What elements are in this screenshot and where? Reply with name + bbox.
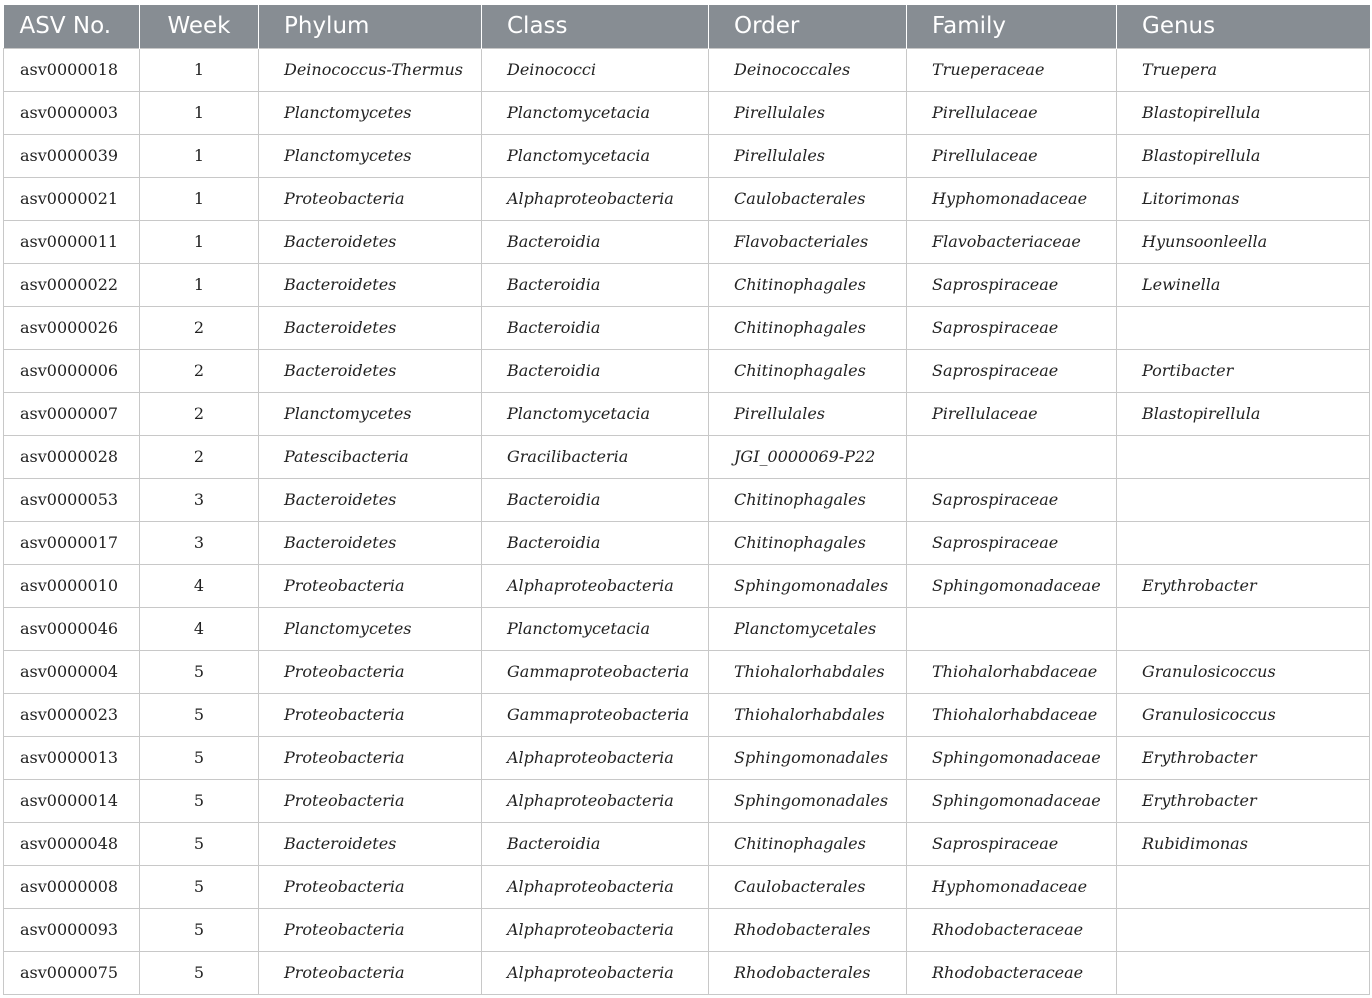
week-cell: 1 bbox=[140, 134, 259, 177]
genus-cell bbox=[1117, 908, 1370, 951]
table-row bbox=[4, 435, 1370, 478]
table-row bbox=[4, 951, 1370, 994]
family-cell: Pirellulaceae bbox=[907, 91, 1117, 134]
family-cell: Flavobacteriaceae bbox=[907, 220, 1117, 263]
class-cell: Alphaproteobacteria bbox=[482, 736, 709, 779]
phylum-cell: Patescibacteria bbox=[259, 435, 482, 478]
asv-no-cell: asv0000048 bbox=[4, 822, 140, 865]
order-cell: Chitinophagales bbox=[709, 263, 907, 306]
order-cell: Sphingomonadales bbox=[709, 736, 907, 779]
class-cell: Gammaproteobacteria bbox=[482, 693, 709, 736]
table-row bbox=[4, 263, 1370, 306]
table-row bbox=[4, 650, 1370, 693]
family-cell: Pirellulaceae bbox=[907, 134, 1117, 177]
week-cell: 1 bbox=[140, 177, 259, 220]
asv-no-cell: asv0000003 bbox=[4, 91, 140, 134]
class-cell: Planctomycetacia bbox=[482, 134, 709, 177]
order-cell: Thiohalorhabdales bbox=[709, 693, 907, 736]
family-cell: Thiohalorhabdaceae bbox=[907, 693, 1117, 736]
genus-cell bbox=[1117, 865, 1370, 908]
genus-cell: Lewinella bbox=[1117, 263, 1370, 306]
order-cell: Pirellulales bbox=[709, 392, 907, 435]
class-cell: Bacteroidia bbox=[482, 306, 709, 349]
asv-no-cell: asv0000011 bbox=[4, 220, 140, 263]
order-cell: Sphingomonadales bbox=[709, 779, 907, 822]
genus-cell: Granulosicoccus bbox=[1117, 650, 1370, 693]
week-cell: 1 bbox=[140, 91, 259, 134]
genus-cell bbox=[1117, 951, 1370, 994]
week-cell: 5 bbox=[140, 908, 259, 951]
asv-no-cell: asv0000093 bbox=[4, 908, 140, 951]
week-cell: 5 bbox=[140, 822, 259, 865]
phylum-cell: Bacteroidetes bbox=[259, 306, 482, 349]
asv-no-cell: asv0000004 bbox=[4, 650, 140, 693]
class-cell: Gracilibacteria bbox=[482, 435, 709, 478]
genus-cell: Erythrobacter bbox=[1117, 736, 1370, 779]
class-cell: Bacteroidia bbox=[482, 220, 709, 263]
week-cell: 4 bbox=[140, 564, 259, 607]
header-class: Class bbox=[482, 5, 709, 48]
order-cell: JGI_0000069-P22 bbox=[709, 435, 907, 478]
week-cell: 2 bbox=[140, 306, 259, 349]
family-cell: Saprospiraceae bbox=[907, 263, 1117, 306]
asv-no-cell: asv0000013 bbox=[4, 736, 140, 779]
table-row bbox=[4, 134, 1370, 177]
phylum-cell: Proteobacteria bbox=[259, 908, 482, 951]
week-cell: 5 bbox=[140, 693, 259, 736]
family-cell bbox=[907, 435, 1117, 478]
asv-no-cell: asv0000021 bbox=[4, 177, 140, 220]
genus-cell: Portibacter bbox=[1117, 349, 1370, 392]
phylum-cell: Proteobacteria bbox=[259, 736, 482, 779]
class-cell: Planctomycetacia bbox=[482, 392, 709, 435]
phylum-cell: Planctomycetes bbox=[259, 134, 482, 177]
class-cell: Alphaproteobacteria bbox=[482, 779, 709, 822]
phylum-cell: Deinococcus-Thermus bbox=[259, 48, 482, 91]
asv-no-cell: asv0000075 bbox=[4, 951, 140, 994]
genus-cell bbox=[1117, 521, 1370, 564]
asv-no-cell: asv0000014 bbox=[4, 779, 140, 822]
genus-cell bbox=[1117, 435, 1370, 478]
week-cell: 2 bbox=[140, 392, 259, 435]
genus-cell bbox=[1117, 478, 1370, 521]
table-row bbox=[4, 48, 1370, 91]
table-row bbox=[4, 521, 1370, 564]
week-cell: 2 bbox=[140, 349, 259, 392]
family-cell: Trueperaceae bbox=[907, 48, 1117, 91]
week-cell: 4 bbox=[140, 607, 259, 650]
class-cell: Bacteroidia bbox=[482, 263, 709, 306]
table-row bbox=[4, 306, 1370, 349]
week-cell: 1 bbox=[140, 263, 259, 306]
genus-cell: Hyunsoonleella bbox=[1117, 220, 1370, 263]
class-cell: Bacteroidia bbox=[482, 822, 709, 865]
phylum-cell: Bacteroidetes bbox=[259, 478, 482, 521]
genus-cell: Truepera bbox=[1117, 48, 1370, 91]
week-cell: 5 bbox=[140, 650, 259, 693]
genus-cell: Blastopirellula bbox=[1117, 91, 1370, 134]
header-phylum: Phylum bbox=[259, 5, 482, 48]
asv-no-cell: asv0000017 bbox=[4, 521, 140, 564]
class-cell: Bacteroidia bbox=[482, 521, 709, 564]
family-cell: Rhodobacteraceae bbox=[907, 908, 1117, 951]
order-cell: Caulobacterales bbox=[709, 865, 907, 908]
phylum-cell: Bacteroidetes bbox=[259, 349, 482, 392]
order-cell: Sphingomonadales bbox=[709, 564, 907, 607]
week-cell: 5 bbox=[140, 865, 259, 908]
asv-no-cell: asv0000010 bbox=[4, 564, 140, 607]
table-body bbox=[4, 48, 1370, 995]
week-cell: 2 bbox=[140, 435, 259, 478]
asv-no-cell: asv0000008 bbox=[4, 865, 140, 908]
genus-cell: Erythrobacter bbox=[1117, 779, 1370, 822]
asv-no-cell: asv0000053 bbox=[4, 478, 140, 521]
week-cell: 3 bbox=[140, 478, 259, 521]
genus-cell: Blastopirellula bbox=[1117, 392, 1370, 435]
order-cell: Caulobacterales bbox=[709, 177, 907, 220]
asv-no-cell: asv0000007 bbox=[4, 392, 140, 435]
table-row bbox=[4, 822, 1370, 865]
family-cell: Saprospiraceae bbox=[907, 306, 1117, 349]
week-cell: 1 bbox=[140, 48, 259, 91]
week-cell: 5 bbox=[140, 951, 259, 994]
week-cell: 5 bbox=[140, 736, 259, 779]
family-cell: Pirellulaceae bbox=[907, 392, 1117, 435]
class-cell: Bacteroidia bbox=[482, 349, 709, 392]
family-cell: Thiohalorhabdaceae bbox=[907, 650, 1117, 693]
order-cell: Chitinophagales bbox=[709, 349, 907, 392]
header-asv-no: ASV No. bbox=[4, 5, 140, 48]
order-cell: Chitinophagales bbox=[709, 822, 907, 865]
phylum-cell: Bacteroidetes bbox=[259, 822, 482, 865]
table-row bbox=[4, 177, 1370, 220]
class-cell: Alphaproteobacteria bbox=[482, 951, 709, 994]
genus-cell: Blastopirellula bbox=[1117, 134, 1370, 177]
table-row bbox=[4, 779, 1370, 822]
family-cell: Rhodobacteraceae bbox=[907, 951, 1117, 994]
genus-cell: Erythrobacter bbox=[1117, 564, 1370, 607]
class-cell: Planctomycetacia bbox=[482, 607, 709, 650]
table-row bbox=[4, 349, 1370, 392]
class-cell: Alphaproteobacteria bbox=[482, 564, 709, 607]
phylum-cell: Bacteroidetes bbox=[259, 521, 482, 564]
genus-cell bbox=[1117, 306, 1370, 349]
asv-no-cell: asv0000022 bbox=[4, 263, 140, 306]
table-row bbox=[4, 392, 1370, 435]
phylum-cell: Bacteroidetes bbox=[259, 263, 482, 306]
family-cell: Saprospiraceae bbox=[907, 822, 1117, 865]
week-cell: 3 bbox=[140, 521, 259, 564]
order-cell: Rhodobacterales bbox=[709, 951, 907, 994]
family-cell: Sphingomonadaceae bbox=[907, 564, 1117, 607]
genus-cell: Litorimonas bbox=[1117, 177, 1370, 220]
genus-cell: Rubidimonas bbox=[1117, 822, 1370, 865]
asv-no-cell: asv0000018 bbox=[4, 48, 140, 91]
asv-no-cell: asv0000028 bbox=[4, 435, 140, 478]
family-cell: Hyphomonadaceae bbox=[907, 865, 1117, 908]
table-row bbox=[4, 91, 1370, 134]
week-cell: 5 bbox=[140, 779, 259, 822]
family-cell: Hyphomonadaceae bbox=[907, 177, 1117, 220]
family-cell bbox=[907, 607, 1117, 650]
phylum-cell: Bacteroidetes bbox=[259, 220, 482, 263]
phylum-cell: Proteobacteria bbox=[259, 693, 482, 736]
order-cell: Chitinophagales bbox=[709, 521, 907, 564]
order-cell: Rhodobacterales bbox=[709, 908, 907, 951]
header-family: Family bbox=[907, 5, 1117, 48]
table-row bbox=[4, 478, 1370, 521]
asv-no-cell: asv0000006 bbox=[4, 349, 140, 392]
phylum-cell: Planctomycetes bbox=[259, 392, 482, 435]
order-cell: Thiohalorhabdales bbox=[709, 650, 907, 693]
class-cell: Bacteroidia bbox=[482, 478, 709, 521]
table-row bbox=[4, 220, 1370, 263]
asv-no-cell: asv0000026 bbox=[4, 306, 140, 349]
table-row bbox=[4, 908, 1370, 951]
family-cell: Sphingomonadaceae bbox=[907, 736, 1117, 779]
phylum-cell: Proteobacteria bbox=[259, 177, 482, 220]
order-cell: Deinococcales bbox=[709, 48, 907, 91]
order-cell: Pirellulales bbox=[709, 134, 907, 177]
table-row bbox=[4, 607, 1370, 650]
table-row bbox=[4, 564, 1370, 607]
class-cell: Deinococci bbox=[482, 48, 709, 91]
header-genus: Genus bbox=[1117, 5, 1370, 48]
order-cell: Chitinophagales bbox=[709, 306, 907, 349]
order-cell: Planctomycetales bbox=[709, 607, 907, 650]
table-row bbox=[4, 865, 1370, 908]
class-cell: Alphaproteobacteria bbox=[482, 908, 709, 951]
genus-cell: Granulosicoccus bbox=[1117, 693, 1370, 736]
asv-no-cell: asv0000023 bbox=[4, 693, 140, 736]
family-cell: Sphingomonadaceae bbox=[907, 779, 1117, 822]
family-cell: Saprospiraceae bbox=[907, 478, 1117, 521]
genus-cell bbox=[1117, 607, 1370, 650]
class-cell: Alphaproteobacteria bbox=[482, 177, 709, 220]
class-cell: Planctomycetacia bbox=[482, 91, 709, 134]
order-cell: Pirellulales bbox=[709, 91, 907, 134]
asv-no-cell: asv0000039 bbox=[4, 134, 140, 177]
phylum-cell: Proteobacteria bbox=[259, 564, 482, 607]
header-week: Week bbox=[140, 5, 259, 48]
table-header bbox=[4, 5, 1370, 48]
family-cell: Saprospiraceae bbox=[907, 349, 1117, 392]
order-cell: Flavobacteriales bbox=[709, 220, 907, 263]
phylum-cell: Proteobacteria bbox=[259, 865, 482, 908]
week-cell: 1 bbox=[140, 220, 259, 263]
phylum-cell: Planctomycetes bbox=[259, 607, 482, 650]
order-cell: Chitinophagales bbox=[709, 478, 907, 521]
phylum-cell: Proteobacteria bbox=[259, 650, 482, 693]
header-row bbox=[4, 5, 1370, 48]
phylum-cell: Proteobacteria bbox=[259, 779, 482, 822]
class-cell: Alphaproteobacteria bbox=[482, 865, 709, 908]
phylum-cell: Planctomycetes bbox=[259, 91, 482, 134]
asv-no-cell: asv0000046 bbox=[4, 607, 140, 650]
family-cell: Saprospiraceae bbox=[907, 521, 1117, 564]
table-row bbox=[4, 693, 1370, 736]
header-order: Order bbox=[709, 5, 907, 48]
asv-taxonomy-table bbox=[3, 5, 1370, 995]
table-row bbox=[4, 736, 1370, 779]
phylum-cell: Proteobacteria bbox=[259, 951, 482, 994]
class-cell: Gammaproteobacteria bbox=[482, 650, 709, 693]
